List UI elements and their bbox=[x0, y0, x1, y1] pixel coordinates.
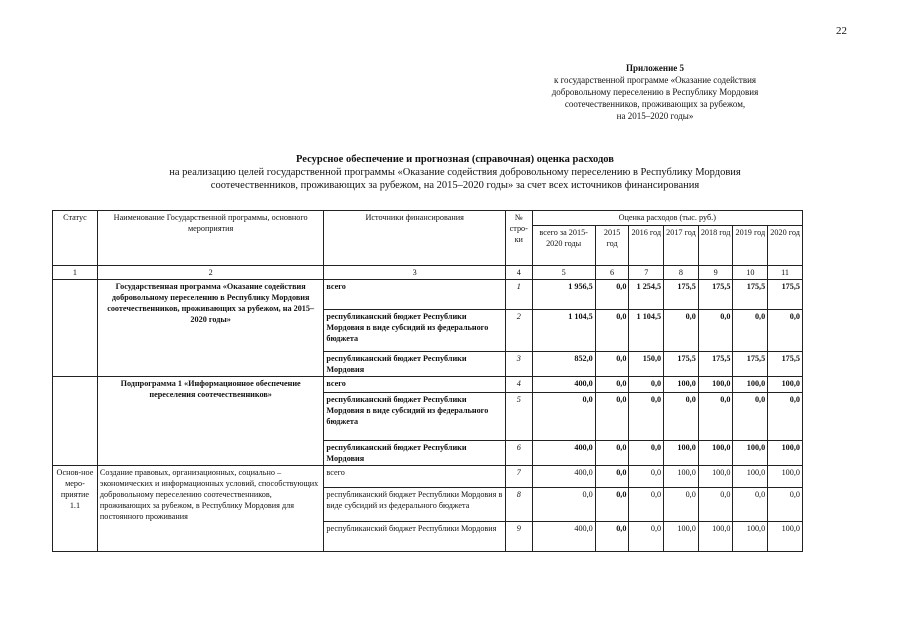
value-cell: 0,0 bbox=[768, 393, 803, 441]
value-cell: 0,0 bbox=[532, 393, 595, 441]
value-cell: 0,0 bbox=[629, 377, 664, 393]
value-cell: 100,0 bbox=[698, 466, 733, 488]
value-cell: 175,5 bbox=[733, 352, 768, 377]
value-cell: 0,0 bbox=[595, 377, 629, 393]
value-cell: 0,0 bbox=[595, 522, 629, 552]
value-cell: 400,0 bbox=[532, 522, 595, 552]
value-cell: 100,0 bbox=[664, 377, 699, 393]
value-cell: 0,0 bbox=[595, 488, 629, 522]
row-number-cell: 3 bbox=[506, 352, 533, 377]
header-year: 2017 год bbox=[664, 226, 699, 266]
value-cell: 0,0 bbox=[664, 310, 699, 352]
header-row-number: № стро-ки bbox=[506, 211, 533, 266]
source-cell: всего bbox=[324, 377, 506, 393]
column-number: 4 bbox=[506, 266, 533, 280]
appendix-block bbox=[510, 62, 800, 122]
expenditure-table bbox=[52, 210, 803, 552]
source-cell: республиканский бюджет Республики Мордовия в виде субсидий из федерального бюджета bbox=[324, 393, 506, 441]
value-cell: 400,0 bbox=[532, 466, 595, 488]
value-cell: 400,0 bbox=[532, 377, 595, 393]
column-number: 3 bbox=[324, 266, 506, 280]
column-number: 10 bbox=[733, 266, 768, 280]
appendix-line: соотечественников, проживающих за рубежом, bbox=[564, 99, 746, 109]
value-cell: 100,0 bbox=[664, 466, 699, 488]
value-cell: 0,0 bbox=[733, 488, 768, 522]
header-year: 2018 год bbox=[698, 226, 733, 266]
header-year: 2016 год bbox=[629, 226, 664, 266]
source-cell: всего bbox=[324, 280, 506, 310]
value-cell: 100,0 bbox=[768, 441, 803, 466]
column-number: 11 bbox=[768, 266, 803, 280]
value-cell: 100,0 bbox=[768, 522, 803, 552]
value-cell: 175,5 bbox=[768, 352, 803, 377]
status-cell bbox=[53, 377, 98, 466]
source-cell: республиканский бюджет Республики Мордовия bbox=[324, 441, 506, 466]
value-cell: 0,0 bbox=[595, 352, 629, 377]
value-cell: 0,0 bbox=[733, 310, 768, 352]
value-cell: 100,0 bbox=[698, 441, 733, 466]
value-cell: 100,0 bbox=[733, 377, 768, 393]
column-number: 8 bbox=[664, 266, 699, 280]
value-cell: 1 956,5 bbox=[532, 280, 595, 310]
appendix-line: к государственной программе «Оказание содействия bbox=[553, 75, 757, 85]
header-name: Наименование Государственной программы, основного мероприятия bbox=[97, 211, 324, 266]
value-cell: 100,0 bbox=[698, 377, 733, 393]
value-cell: 0,0 bbox=[532, 488, 595, 522]
header-sources: Источники финансирования bbox=[324, 211, 506, 266]
row-number-cell: 5 bbox=[506, 393, 533, 441]
status-cell: Основ-ное меро-приятие 1.1 bbox=[53, 466, 98, 552]
value-cell: 175,5 bbox=[664, 280, 699, 310]
value-cell: 0,0 bbox=[595, 441, 629, 466]
value-cell: 0,0 bbox=[629, 466, 664, 488]
value-cell: 0,0 bbox=[698, 488, 733, 522]
appendix-line: добровольному переселению в Республику Мордовия bbox=[551, 87, 759, 97]
row-number-cell: 8 bbox=[506, 488, 533, 522]
value-cell: 100,0 bbox=[768, 377, 803, 393]
row-number-cell: 1 bbox=[506, 280, 533, 310]
status-cell bbox=[53, 280, 98, 377]
value-cell: 0,0 bbox=[664, 393, 699, 441]
table-row bbox=[53, 377, 803, 393]
source-cell: всего bbox=[324, 466, 506, 488]
value-cell: 0,0 bbox=[629, 393, 664, 441]
header-year: 2020 год bbox=[768, 226, 803, 266]
source-cell: республиканский бюджет Республики Мордовия bbox=[324, 522, 506, 552]
value-cell: 100,0 bbox=[768, 466, 803, 488]
value-cell: 1 104,5 bbox=[629, 310, 664, 352]
program-name-cell: Создание правовых, организационных, социально – экономических и информационных условий, способствующих добровольному переселению соотечественников, проживающих за рубежом, в Республику Мордовия для постоянного проживания bbox=[97, 466, 324, 552]
column-number: 1 bbox=[53, 266, 98, 280]
value-cell: 100,0 bbox=[664, 441, 699, 466]
value-cell: 0,0 bbox=[595, 280, 629, 310]
value-cell: 0,0 bbox=[595, 466, 629, 488]
row-number-cell: 9 bbox=[506, 522, 533, 552]
table-row bbox=[53, 280, 803, 310]
header-total: всего за 2015-2020 годы bbox=[532, 226, 595, 266]
value-cell: 175,5 bbox=[768, 280, 803, 310]
source-cell: республиканский бюджет Республики Мордовия в виде субсидий из федерального бюджета bbox=[324, 488, 506, 522]
column-number: 6 bbox=[595, 266, 629, 280]
document-heading bbox=[60, 153, 850, 192]
value-cell: 0,0 bbox=[629, 488, 664, 522]
appendix-title: Приложение 5 bbox=[625, 63, 685, 73]
source-cell: республиканский бюджет Республики Мордовия в виде субсидий из федерального бюджета bbox=[324, 310, 506, 352]
value-cell: 100,0 bbox=[733, 522, 768, 552]
header-status: Статус bbox=[53, 211, 98, 266]
row-number-cell: 7 bbox=[506, 466, 533, 488]
row-number-cell: 2 bbox=[506, 310, 533, 352]
value-cell: 175,5 bbox=[664, 352, 699, 377]
value-cell: 0,0 bbox=[629, 441, 664, 466]
value-cell: 175,5 bbox=[698, 352, 733, 377]
column-number: 2 bbox=[97, 266, 324, 280]
column-number: 7 bbox=[629, 266, 664, 280]
value-cell: 0,0 bbox=[629, 522, 664, 552]
heading-line: на реализацию целей государственной программы «Оказание содействия добровольному переселению в Республику Мордовия bbox=[169, 167, 741, 178]
value-cell: 1 254,5 bbox=[629, 280, 664, 310]
column-number-row bbox=[53, 266, 803, 280]
program-name-cell: Государственная программа «Оказание содействия добровольному переселению в Республику Мордовия соотечественников, проживающих за рубежом, на 2015–2020 годы» bbox=[97, 280, 324, 377]
value-cell: 100,0 bbox=[733, 466, 768, 488]
value-cell: 0,0 bbox=[595, 393, 629, 441]
heading-line: соотечественников, проживающих за рубежом, на 2015–2020 годы» за счет всех источников финансирования bbox=[210, 180, 700, 191]
appendix-line: на 2015–2020 годы» bbox=[616, 111, 694, 121]
value-cell: 0,0 bbox=[768, 488, 803, 522]
value-cell: 100,0 bbox=[698, 522, 733, 552]
value-cell: 100,0 bbox=[664, 522, 699, 552]
header-year: 2019 год bbox=[733, 226, 768, 266]
column-number: 9 bbox=[698, 266, 733, 280]
value-cell: 175,5 bbox=[698, 280, 733, 310]
value-cell: 175,5 bbox=[733, 280, 768, 310]
value-cell: 1 104,5 bbox=[532, 310, 595, 352]
program-name-cell: Подпрограмма 1 «Информационное обеспечение переселения соотечественников» bbox=[97, 377, 324, 466]
table-row bbox=[53, 466, 803, 488]
value-cell: 0,0 bbox=[664, 488, 699, 522]
value-cell: 0,0 bbox=[698, 310, 733, 352]
row-number-cell: 4 bbox=[506, 377, 533, 393]
value-cell: 0,0 bbox=[595, 310, 629, 352]
source-cell: республиканский бюджет Республики Мордовия bbox=[324, 352, 506, 377]
value-cell: 0,0 bbox=[733, 393, 768, 441]
value-cell: 0,0 bbox=[698, 393, 733, 441]
column-number: 5 bbox=[532, 266, 595, 280]
value-cell: 400,0 bbox=[532, 441, 595, 466]
value-cell: 0,0 bbox=[768, 310, 803, 352]
document-title: Ресурсное обеспечение и прогнозная (справочная) оценка расходов bbox=[296, 154, 614, 165]
header-year: 2015 год bbox=[595, 226, 629, 266]
header-estimate: Оценка расходов (тыс. руб.) bbox=[532, 211, 802, 226]
value-cell: 852,0 bbox=[532, 352, 595, 377]
value-cell: 100,0 bbox=[733, 441, 768, 466]
page-number: 22 bbox=[836, 25, 847, 37]
value-cell: 150,0 bbox=[629, 352, 664, 377]
row-number-cell: 6 bbox=[506, 441, 533, 466]
